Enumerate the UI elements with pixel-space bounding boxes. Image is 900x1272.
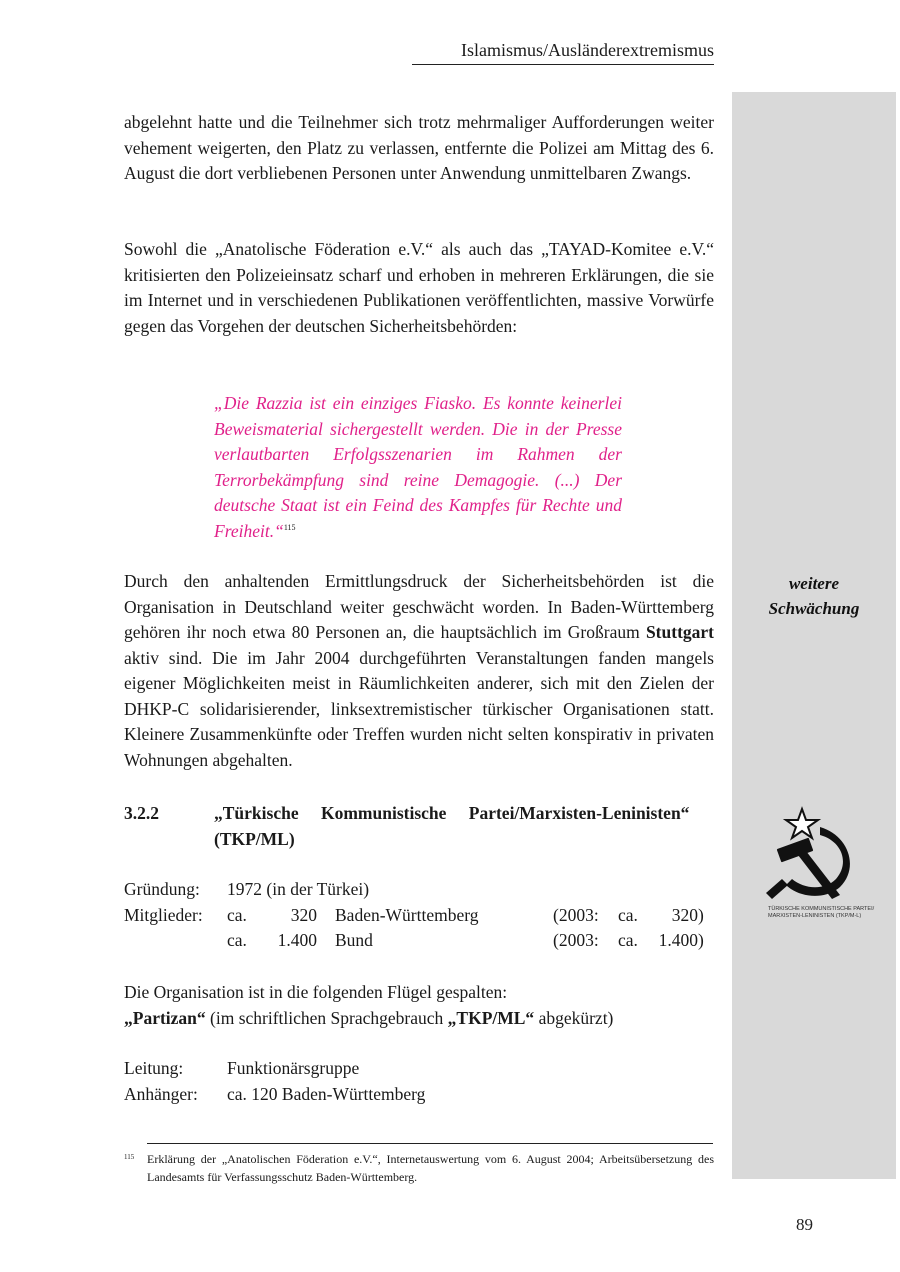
page-number: 89: [796, 1215, 813, 1234]
footnote-number: 115: [124, 1153, 135, 1161]
members-region: Baden-Württemberg: [335, 904, 479, 925]
wing-abbreviation: „TKP/ML“: [447, 1007, 535, 1028]
section-title-line2: (TKP/ML): [214, 828, 295, 849]
quote-footnote-ref: 115: [283, 522, 296, 532]
members-prev-approx: ca.: [618, 904, 638, 925]
followers-value: ca. 120 Baden-Württemberg: [227, 1083, 426, 1104]
members-prev-number: 320: [671, 904, 698, 925]
founding-value: 1972 (in der Türkei): [227, 879, 370, 899]
leadership-label: Leitung:: [124, 1058, 184, 1078]
members-prev-close: ): [698, 904, 704, 925]
footnote-divider: [147, 1143, 713, 1144]
star-icon: [786, 809, 818, 838]
paragraph-2: Sowohl die „Anatolische Föderation e.V.“ als auch das „TAYAD-Komitee e.V.“ kritisierten den Polizeieinsatz scharf und erhoben in mehreren Erklärungen, die sie im Internet und in verschiedenen Publikationen veröffentlichten, massive Vorwürfe gegen das Vorgehen der deutschen Sicherheitsbehörden:: [124, 239, 714, 336]
sickle-icon: [786, 827, 850, 896]
paragraph-3-text-b: aktiv sind. Die im Jahr 2004 durchgeführten Veranstaltungen fanden mangels eigener Möglichkeiten meist in Räumlichkeiten anderer, sich mit den Zielen der DHKP-C solidarisierender, linksextremistischer türkischer Organisationen statt. Kleinere Zusammenkünfte oder Treffen wurden nicht selten konspirativ in privaten Wohnungen abgehalten.: [124, 647, 714, 770]
section-title-line1: „Türkische Kommunistische Partei/Marxisten-Leninisten“: [214, 803, 690, 823]
sidebar-panel: [732, 92, 896, 1179]
members-region: Bund: [335, 930, 373, 950]
margin-note-line1: weitere: [788, 574, 840, 593]
wings-end-text: abgekürzt): [534, 1007, 614, 1028]
section-title: [214, 801, 714, 852]
margin-note-line2: Schwächung: [768, 599, 860, 618]
members-prev-number: 1.400: [658, 930, 698, 950]
members-prev-year: (2003:: [553, 930, 599, 950]
quote-text: „Die Razzia ist ein einziges Fiasko. Es konnte keinerlei Beweismaterial sichergestellt werden. Die in der Presse verlautbarten Erfolgsszenarien im Rahmen der Terrorbekämpfung sind reine Demagogie. (...) Der deutsche Staat ist ein Feind des Kampfes für Rechte und Freiheit.“: [214, 393, 622, 541]
margin-note: [732, 571, 896, 621]
members-prev-approx: ca.: [618, 930, 638, 950]
footnote: [124, 1151, 714, 1186]
section-number: 3.2.2: [124, 803, 159, 823]
members-approx: ca.: [227, 930, 247, 950]
members-prev-year: (2003:: [553, 904, 599, 925]
footnote-text: Erklärung der „Anatolischen Föderation e.V.“, Internetauswertung vom 6. August 2004; Arbeitsübersetzung des Landesamts für Verfassungsschutz Baden-Württemberg.: [147, 1152, 714, 1184]
wing-name: „Partizan“: [124, 1007, 206, 1028]
founding-label: Gründung:: [124, 879, 200, 899]
members-prev-close: ): [698, 930, 704, 950]
members-label: Mitglieder:: [124, 904, 203, 925]
block-quote: [214, 391, 622, 544]
wings-mid-text: (im schriftlichen Sprachgebrauch: [205, 1007, 448, 1028]
wings-paragraph: [124, 980, 714, 1031]
members-approx: ca.: [227, 904, 247, 925]
place-name-stuttgart: Stuttgart: [645, 622, 714, 642]
hammer-sickle-star-logo: [762, 805, 872, 901]
leadership-value: Funktionärsgruppe: [227, 1058, 360, 1078]
paragraph-3: [124, 569, 714, 773]
members-number: 320: [290, 904, 317, 925]
followers-label: Anhänger:: [124, 1083, 198, 1104]
paragraph-3-text-a: Durch den anhaltenden Ermittlungsdruck der Sicherheitsbehörden ist die Organisation in Deutschland weiter geschwächt worden. In Baden-Württemberg gehören ihr noch etwa 80 Personen an, die hauptsächlich im Großraum: [124, 571, 714, 642]
wings-intro: Die Organisation ist in die folgenden Flügel gespalten:: [124, 982, 508, 1002]
paragraph-1: abgelehnt hatte und die Teilnehmer sich trotz mehrmaliger Aufforderungen weiter vehement weigerten, den Platz zu verlassen, entfernte die Polizei am Mittag des 6. August die dort verbliebenen Personen unter Anwendung unmittelbaren Zwangs.: [124, 112, 714, 183]
members-number: 1.400: [277, 930, 317, 950]
running-header: Islamismus/Ausländerextremismus: [412, 38, 714, 65]
wings-detail: [124, 1006, 714, 1032]
logo-caption: TÜRKISCHE KOMMUNISTISCHE PARTEI/ MARXISTEN-LENINISTEN (TKP/M-L): [768, 906, 875, 919]
